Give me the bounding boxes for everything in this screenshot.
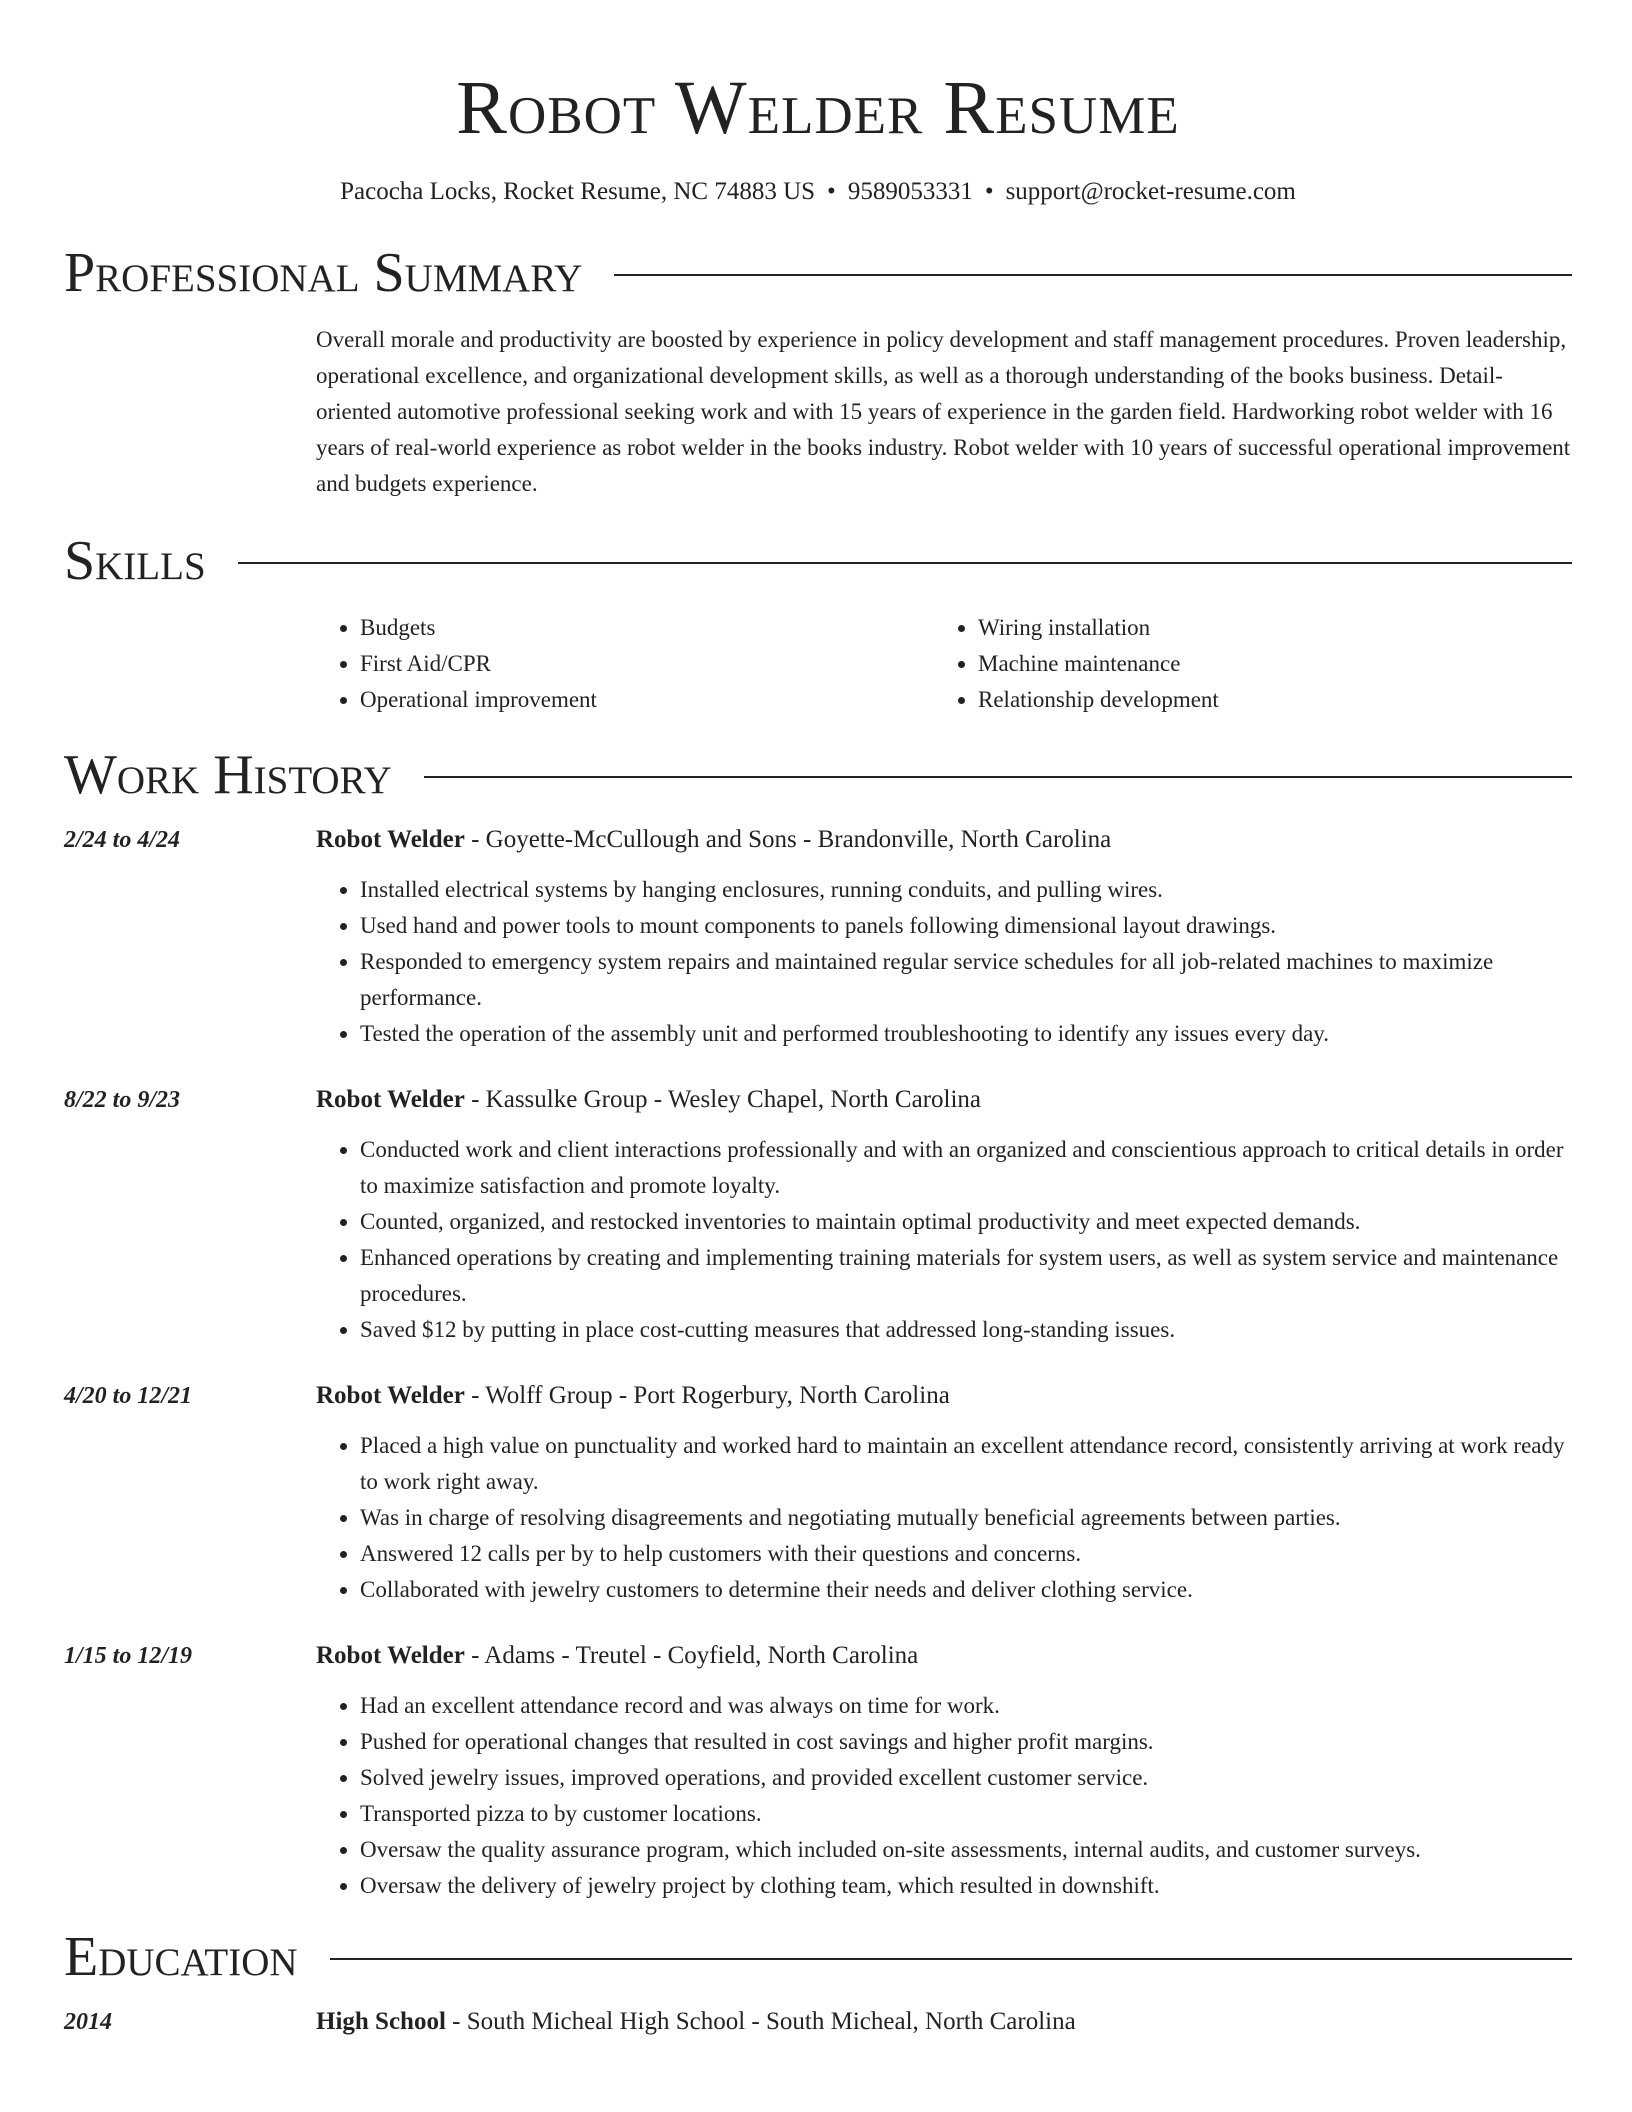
skills-column-left — [316, 610, 934, 718]
contact-separator: • — [984, 178, 994, 205]
skills-heading: Skills — [64, 530, 206, 592]
job-heading — [316, 822, 1111, 858]
job-details: - Kassulke Group - Wesley Chapel, North Carolina — [464, 1086, 982, 1113]
contact-line — [64, 176, 1572, 208]
resume-page — [64, 0, 1572, 2040]
job-entry — [64, 1082, 1572, 1348]
job-bullet: • Responded to emergency system repairs and maintained regular service schedules for all job-related machines to maximize performance. — [360, 944, 1572, 1016]
job-dates: 8/22 to 9/23 — [64, 1087, 181, 1113]
job-bullet: • Answered 12 calls per by to help customers with their questions and concerns. — [360, 1536, 1572, 1572]
skill-item: • Operational improvement — [360, 682, 934, 718]
job-bullet: • Placed a high value on punctuality and worked hard to maintain an excellent attendance record, consistently arriving at work ready to work right away. — [360, 1428, 1572, 1500]
job-bullet: • Solved jewelry issues, improved operations, and provided excellent customer service. — [360, 1760, 1572, 1796]
job-bullet: • Pushed for operational changes that resulted in cost savings and higher profit margins. — [360, 1724, 1572, 1760]
education-entry — [64, 2004, 1572, 2040]
contact-separator: • — [827, 178, 836, 205]
skill-item: • Budgets — [360, 610, 934, 646]
job-bullet: • Oversaw the quality assurance program, which included on-site assessments, internal audits, and customer surveys. — [360, 1832, 1572, 1868]
job-title: Robot Welder — [316, 1382, 465, 1409]
skills-section-header — [64, 528, 1572, 594]
work-section-header — [64, 742, 1572, 808]
skills-list — [316, 610, 1572, 718]
section-divider — [238, 562, 1572, 564]
job-heading — [316, 1378, 950, 1414]
job-title: Robot Welder — [316, 826, 465, 853]
job-entry — [64, 1638, 1572, 1904]
job-bullets — [316, 1132, 1572, 1348]
job-bullets — [316, 1688, 1572, 1904]
job-bullets — [316, 872, 1572, 1052]
job-bullet: • Enhanced operations by creating and implementing training materials for system users, as well as system service and maintenance procedures. — [360, 1240, 1572, 1312]
job-bullet: • Transported pizza to by customer locations. — [360, 1796, 1572, 1832]
education-degree: High School — [316, 2008, 446, 2035]
section-divider — [614, 274, 1572, 276]
skill-item: • First Aid/CPR — [360, 646, 934, 682]
resume-title: Robot Welder Resume — [456, 66, 1180, 150]
job-entry — [64, 822, 1572, 1052]
summary-section-header — [64, 240, 1572, 306]
education-section-header — [64, 1924, 1572, 1990]
job-details: - Wolff Group - Port Rogerbury, North Carolina — [464, 1382, 950, 1409]
skill-item: • Machine maintenance — [978, 646, 1552, 682]
job-bullet: • Conducted work and client interactions professionally and with an organized and conscientious approach to critical details in order to maximize satisfaction and promote loyalty. — [360, 1132, 1572, 1204]
job-dates: 4/20 to 12/21 — [64, 1383, 193, 1409]
section-divider — [330, 1958, 1572, 1960]
education-details: - South Micheal High School - South Micheal, North Carolina — [445, 2008, 1076, 2035]
skills-column-right — [934, 610, 1552, 718]
job-heading — [316, 1082, 981, 1118]
summary-text: Overall morale and productivity are boosted by experience in policy development and staff management procedures. Proven leadership, operational excellence, and organizational development skills, as well as a thorough understanding of the books business. Detail-oriented automotive professional seeking work and with 15 years of experience in the garden field. Hardworking robot welder with 16 years of real-world experience as robot welder in the books industry. Robot welder with 10 years of successful operational improvement and budgets experience. — [316, 327, 1571, 496]
job-title: Robot Welder — [316, 1086, 465, 1113]
job-bullet: • Saved $12 by putting in place cost-cutting measures that addressed long-standing issues. — [360, 1312, 1572, 1348]
job-bullet: • Oversaw the delivery of jewelry project by clothing team, which resulted in downshift. — [360, 1868, 1572, 1904]
job-details: - Goyette-McCullough and Sons - Brandonville, North Carolina — [464, 826, 1112, 853]
job-title: Robot Welder — [316, 1642, 465, 1669]
education-year: 2014 — [64, 2009, 112, 2035]
contact-phone: 9589053331 — [847, 178, 973, 205]
work-history-list — [64, 822, 1572, 1904]
job-bullet: • Installed electrical systems by hanging enclosures, running conduits, and pulling wires. — [360, 872, 1572, 908]
contact-email[interactable]: support@rocket-resume.com — [1005, 178, 1296, 205]
skill-item: • Relationship development — [978, 682, 1552, 718]
contact-address: Pacocha Locks, Rocket Resume, NC 74883 US — [340, 178, 816, 205]
education-heading-line — [316, 2004, 1076, 2040]
section-divider — [424, 776, 1572, 778]
job-details: - Adams - Treutel - Coyfield, North Carolina — [464, 1642, 919, 1669]
job-bullet: • Tested the operation of the assembly unit and performed troubleshooting to identify any issues every day. — [360, 1016, 1572, 1052]
job-entry — [64, 1378, 1572, 1608]
job-bullet: • Used hand and power tools to mount components to panels following dimensional layout drawings. — [360, 908, 1572, 944]
job-bullet: • Counted, organized, and restocked inventories to maintain optimal productivity and meet expected demands. — [360, 1204, 1572, 1240]
job-bullet: • Had an excellent attendance record and was always on time for work. — [360, 1688, 1572, 1724]
education-heading: Education — [64, 1926, 298, 1988]
summary-heading: Professional Summary — [64, 242, 583, 304]
job-heading — [316, 1638, 918, 1674]
job-dates: 1/15 to 12/19 — [64, 1643, 193, 1669]
work-heading: Work History — [64, 744, 392, 806]
job-bullets — [316, 1428, 1572, 1608]
job-dates: 2/24 to 4/24 — [64, 827, 181, 853]
job-bullet: • Was in charge of resolving disagreements and negotiating mutually beneficial agreements between parties. — [360, 1500, 1572, 1536]
skill-item: • Wiring installation — [978, 610, 1552, 646]
job-bullet: • Collaborated with jewelry customers to determine their needs and deliver clothing service. — [360, 1572, 1572, 1608]
